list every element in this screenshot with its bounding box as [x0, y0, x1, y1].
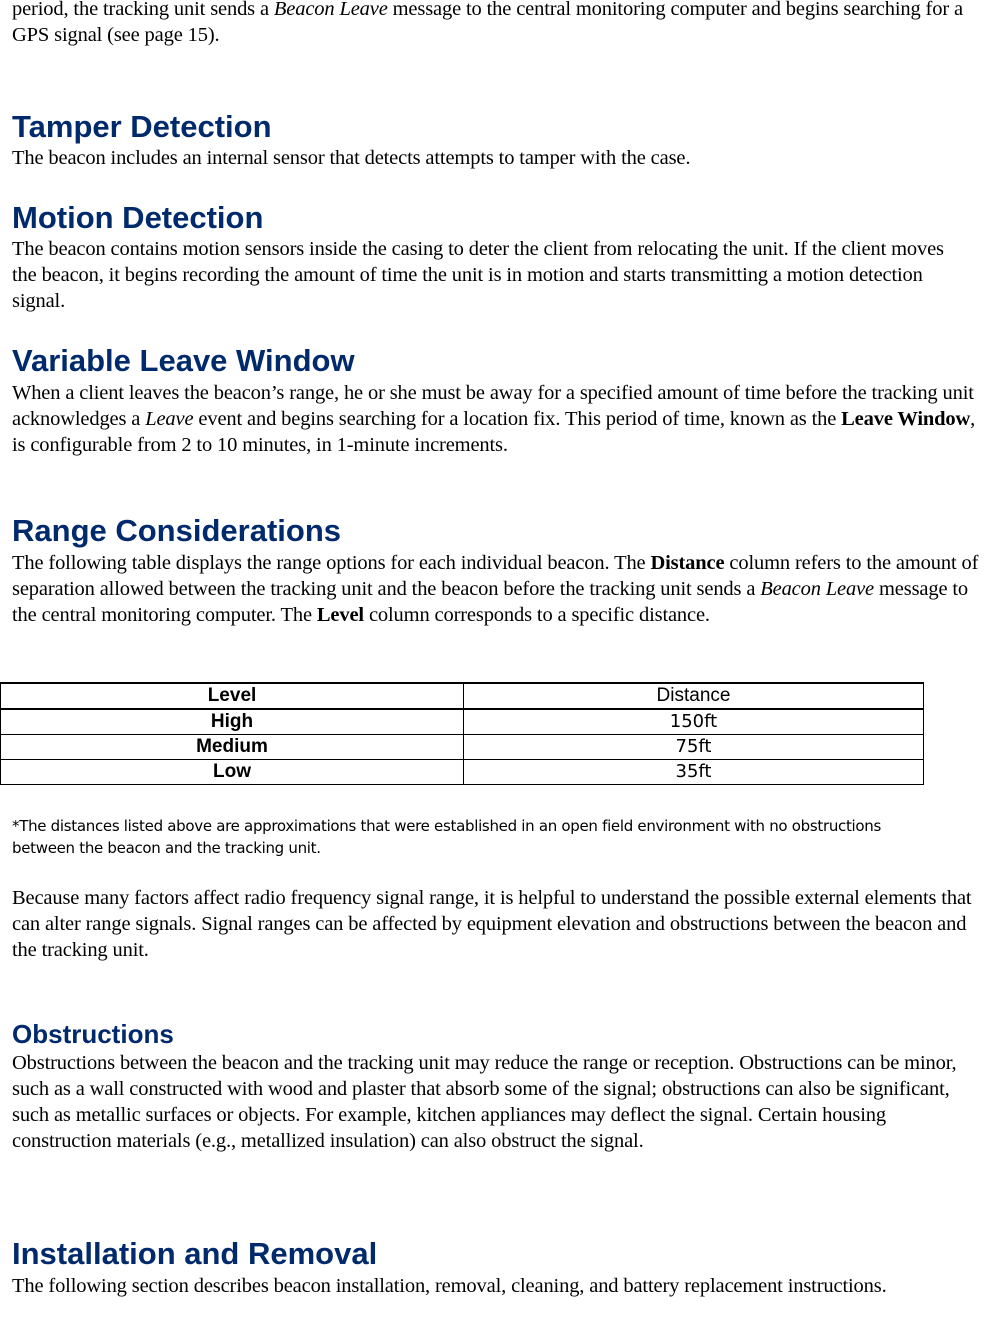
- table-header-row: [1, 683, 924, 709]
- table-cell-distance: 150ft: [464, 709, 924, 735]
- table-row: [1, 760, 924, 785]
- variable-leave-window-body: [12, 380, 985, 458]
- range-text-3: message to the central monitoring computer. The: [12, 578, 969, 626]
- leave-window-emphasis-leave: Leave: [145, 408, 194, 430]
- range-considerations-body: [12, 550, 984, 628]
- heading-tamper-detection: Tamper Detection: [12, 109, 272, 144]
- table-row: [1, 709, 924, 735]
- range-footnote: *The distances listed above are approximations that were established in an open field environment with no obstructions between the beacon and the tracking unit.: [12, 817, 882, 857]
- table-header-distance: Distance: [464, 683, 924, 709]
- motion-detection-body: The beacon contains motion sensors inside the casing to deter the client from relocating the unit. If the client moves the beacon, it begins recording the amount of time the unit is in motion and starts transmitting a motion detection signal.: [12, 238, 944, 312]
- table-header-level: Level: [1, 683, 464, 709]
- heading-obstructions: Obstructions: [12, 1019, 174, 1049]
- intro-emphasis-beacon-leave: Beacon Leave: [273, 0, 388, 20]
- intro-text-2: message to the central monitoring computer and begins searching for a GPS signal (see page 15).: [12, 0, 963, 46]
- installation-body: The following section describes beacon installation, removal, cleaning, and battery replacement instructions.: [12, 1275, 887, 1297]
- obstructions-body: Obstructions between the beacon and the tracking unit may reduce the range or reception. Obstructions can be minor, such as a wall constructed with wood and plaster that absorb some of the signal; obstructions can also be significant, such as metallic surfaces or objects. For example, kitchen appliances may deflect the signal. Certain housing construction materials (e.g., metallized insulation) can also obstruct the signal.: [12, 1052, 957, 1152]
- range-strong-distance: Distance: [650, 552, 725, 574]
- heading-variable-leave-window: Variable Leave Window: [12, 343, 355, 378]
- heading-range-considerations: Range Considerations: [12, 513, 341, 548]
- intro-paragraph: [12, 0, 972, 48]
- tamper-detection-body: The beacon includes an internal sensor that detects attempts to tamper with the case.: [12, 147, 691, 169]
- table-cell-distance: 75ft: [464, 735, 924, 760]
- table-cell-level: High: [1, 709, 464, 735]
- table-cell-level: Medium: [1, 735, 464, 760]
- range-emphasis-beacon-leave: Beacon Leave: [760, 578, 875, 600]
- table-cell-level: Low: [1, 760, 464, 785]
- range-text-4: column corresponds to a specific distance.: [363, 604, 710, 626]
- leave-window-text-1: When a client leaves the beacon’s range, he or she must be away for a specified amount of time before the tracking unit acknowledges a: [12, 382, 974, 430]
- range-table: [0, 682, 924, 785]
- range-text-1: The following table displays the range options for each individual beacon. The: [12, 552, 651, 574]
- table-row: [1, 735, 924, 760]
- intro-text-1: period, the tracking unit sends a: [12, 0, 274, 20]
- heading-motion-detection: Motion Detection: [12, 200, 264, 235]
- leave-window-text-3: , is configurable from 2 to 10 minutes, in 1-minute increments.: [12, 408, 976, 456]
- table-cell-distance: 35ft: [464, 760, 924, 785]
- range-strong-level: Level: [316, 604, 364, 626]
- leave-window-text-2: event and begins searching for a location fix. This period of time, known as the: [193, 408, 842, 430]
- rf-factors-paragraph: Because many factors affect radio frequency signal range, it is helpful to understand the possible external elements that can alter range signals. Signal ranges can be affected by equipment elevation and obstructions between the beacon and the tracking unit.: [12, 887, 972, 961]
- range-text-2: column refers to the amount of separation allowed between the tracking unit and the beacon before the tracking unit sends a: [12, 552, 979, 600]
- heading-installation-and-removal: Installation and Removal: [12, 1236, 378, 1271]
- leave-window-strong-term: Leave Window: [841, 408, 971, 430]
